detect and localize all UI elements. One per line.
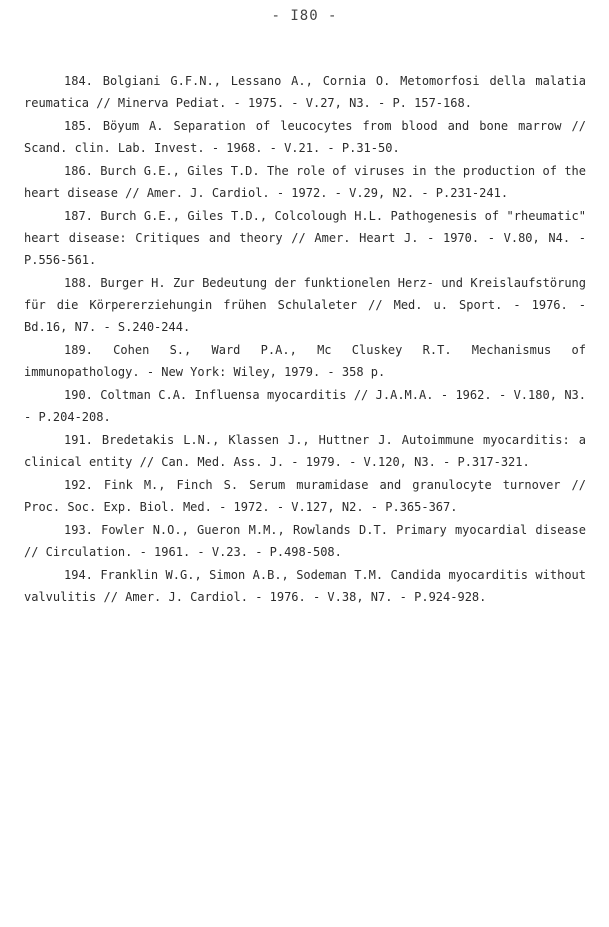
reference-entry: 194. Franklin W.G., Simon A.B., Sodeman T.M. Candida myocarditis without valvulitis // Amer. J. Cardiol. - 1976. - V.38, N7. - P.924-928. — [24, 568, 586, 604]
reference-entry: 184. Bolgiani G.F.N., Lessano A., Cornia O. Metomorfosi della malatia reumatica // Minerva Pediat. - 1975. - V.27, N3. - P. 157-168. — [24, 74, 586, 110]
reference-entry: 185. Böyum A. Separation of leucocytes from blood and bone marrow // Scand. clin. Lab. Invest. - 1968. - V.21. - P.31-50. — [24, 119, 586, 155]
reference-entry: 189. Cohen S., Ward P.A., Mc Cluskey R.T. Mechanismus of immunopathology. - New York: Wiley, 1979. - 358 p. — [24, 343, 586, 379]
reference-entry: 187. Burch G.E., Giles T.D., Colcolough H.L. Pathogenesis of "rheumatic" heart disease: Critiques and theory // Amer. Heart J. - 1970. - V.80, N4. - P.556-561. — [24, 209, 586, 267]
reference-entry: 193. Fowler N.O., Gueron M.M., Rowlands D.T. Primary myocardial disease // Circulation. - 1961. - V.23. - P.498-508. — [24, 523, 586, 559]
reference-entry: 191. Bredetakis L.N., Klassen J., Huttner J. Autoimmune myocarditis: a clinical entity // Can. Med. Ass. J. - 1979. - V.120, N3. - P.317-321. — [24, 433, 586, 469]
reference-entry: 186. Burch G.E., Giles T.D. The role of viruses in the production of the heart disease // Amer. J. Cardiol. - 1972. - V.29, N2. - P.231-241. — [24, 164, 586, 200]
reference-entry: 192. Fink M., Finch S. Serum muramidase and granulocyte turnover // Proc. Soc. Exp. Biol. Med. - 1972. - V.127, N2. - P.365-367. — [24, 478, 586, 514]
page-number: - I80 - — [271, 8, 338, 24]
reference-entry: 188. Burger H. Zur Bedeutung der funktionelen Herz- und Kreislaufstörung für die Körpererziehungin frühen Schulaleter // Med. u. Sport. - 1976. - Bd.16, N7. - S.240-244. — [24, 276, 586, 334]
reference-list — [24, 70, 586, 609]
reference-entry: 190. Coltman C.A. Influensa myocarditis // J.A.M.A. - 1962. - V.180, N3. - P.204-208. — [24, 388, 586, 424]
